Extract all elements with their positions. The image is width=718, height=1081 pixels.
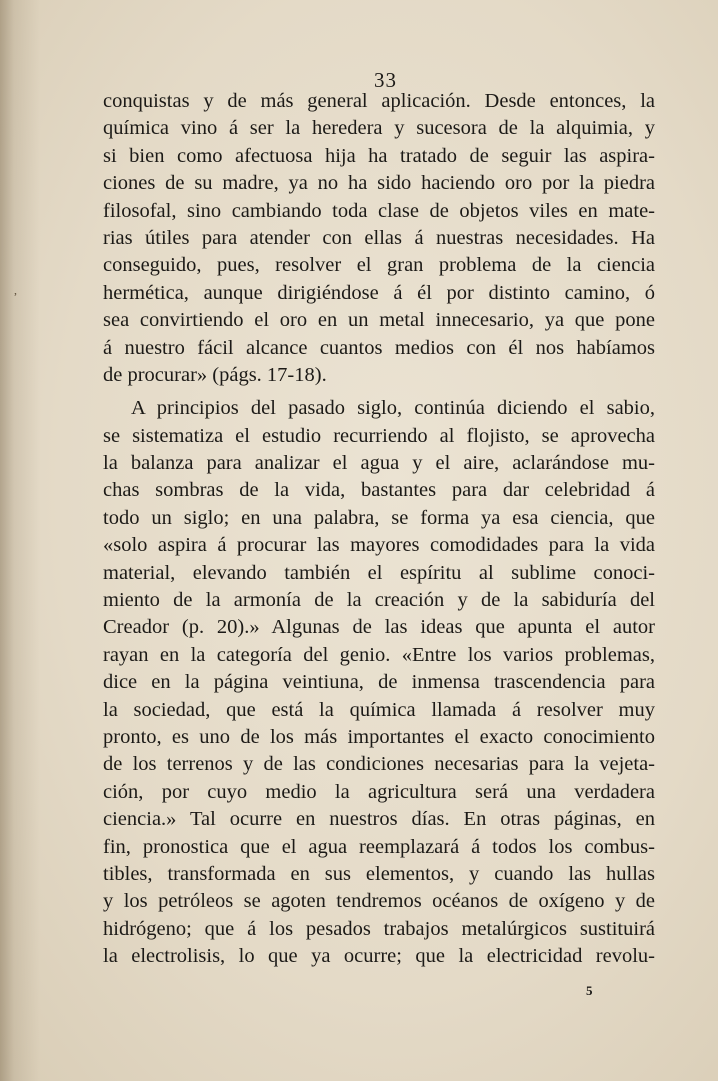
text-line: Creador (p. 20).» Algunas de las ideas que apunta el autor xyxy=(103,616,655,639)
text-line: sea convirtiendo el oro en un metal innecesario, ya que pone xyxy=(103,309,655,332)
text-line: de los terrenos y de las condiciones necesarias para la vejeta- xyxy=(103,753,655,776)
text-line: conseguido, pues, resolver el gran problema de la ciencia xyxy=(103,254,655,277)
text-line: pronto, es uno de los más importantes el exacto conocimiento xyxy=(103,725,655,748)
text-line: hidrógeno; que á los pesados trabajos metalúrgicos sustituirá xyxy=(103,917,655,940)
text-line: de procurar» (págs. 17-18). xyxy=(103,363,327,386)
margin-tick-mark: , xyxy=(14,283,17,297)
text-line: rayan en la categoría del genio. «Entre los varios problemas, xyxy=(103,643,655,666)
paragraph-1 xyxy=(103,88,655,389)
page-number: 33 xyxy=(374,68,397,92)
text-line: dice en la página veintiuna, de inmensa trascendencia para xyxy=(103,671,655,694)
text-line: ción, por cuyo medio la agricultura será una verdadera xyxy=(103,780,655,803)
text-line: la balanza para analizar el agua y el aire, aclarándose mu- xyxy=(103,452,655,475)
text-line: la electrolisis, lo que ya ocurre; que la electricidad revolu- xyxy=(103,945,655,968)
text-line: la sociedad, que está la química llamada á resolver muy xyxy=(103,698,655,721)
text-line: hermética, aunque dirigiéndose á él por distinto camino, ó xyxy=(103,281,655,304)
text-line: á nuestro fácil alcance cuantos medios con él nos habíamos xyxy=(103,336,655,359)
text-line: rias útiles para atender con ellas á nuestras necesidades. Ha xyxy=(103,226,655,249)
text-line: filosofal, sino cambiando toda clase de objetos viles en mate- xyxy=(103,199,655,222)
body-text xyxy=(103,88,655,971)
text-line: todo un siglo; en una palabra, se forma ya esa ciencia, que xyxy=(103,506,655,529)
text-line: A principios del pasado siglo, continúa diciendo el sabio, xyxy=(131,397,655,420)
text-line: si bien como afectuosa hija ha tratado de seguir las aspira- xyxy=(103,144,655,167)
text-line: «solo aspira á procurar las mayores comodidades para la vida xyxy=(103,534,655,557)
text-line: química vino á ser la heredera y sucesora de la alquimia, y xyxy=(103,117,655,140)
text-line: ciones de su madre, ya no ha sido haciendo oro por la piedra xyxy=(103,172,655,195)
text-line: chas sombras de la vida, bastantes para dar celebridad á xyxy=(103,479,655,502)
text-line: tibles, transformada en sus elementos, y cuando las hullas xyxy=(103,862,655,885)
signature-mark: 5 xyxy=(586,983,593,998)
text-line: se sistematiza el estudio recurriendo al flojisto, se aprovecha xyxy=(103,424,655,447)
text-line: y los petróleos se agoten tendremos océanos de oxígeno y de xyxy=(103,890,655,913)
text-line: miento de la armonía de la creación y de la sabiduría del xyxy=(103,589,655,612)
text-line: fin, pronostica que el agua reemplazará á todos los combus- xyxy=(103,835,655,858)
paragraph-2 xyxy=(103,395,655,970)
text-line: ciencia.» Tal ocurre en nuestros días. En otras páginas, en xyxy=(103,808,655,831)
text-line: material, elevando también el espíritu al sublime conoci- xyxy=(103,561,655,584)
text-line: conquistas y de más general aplicación. Desde entonces, la xyxy=(103,90,655,112)
